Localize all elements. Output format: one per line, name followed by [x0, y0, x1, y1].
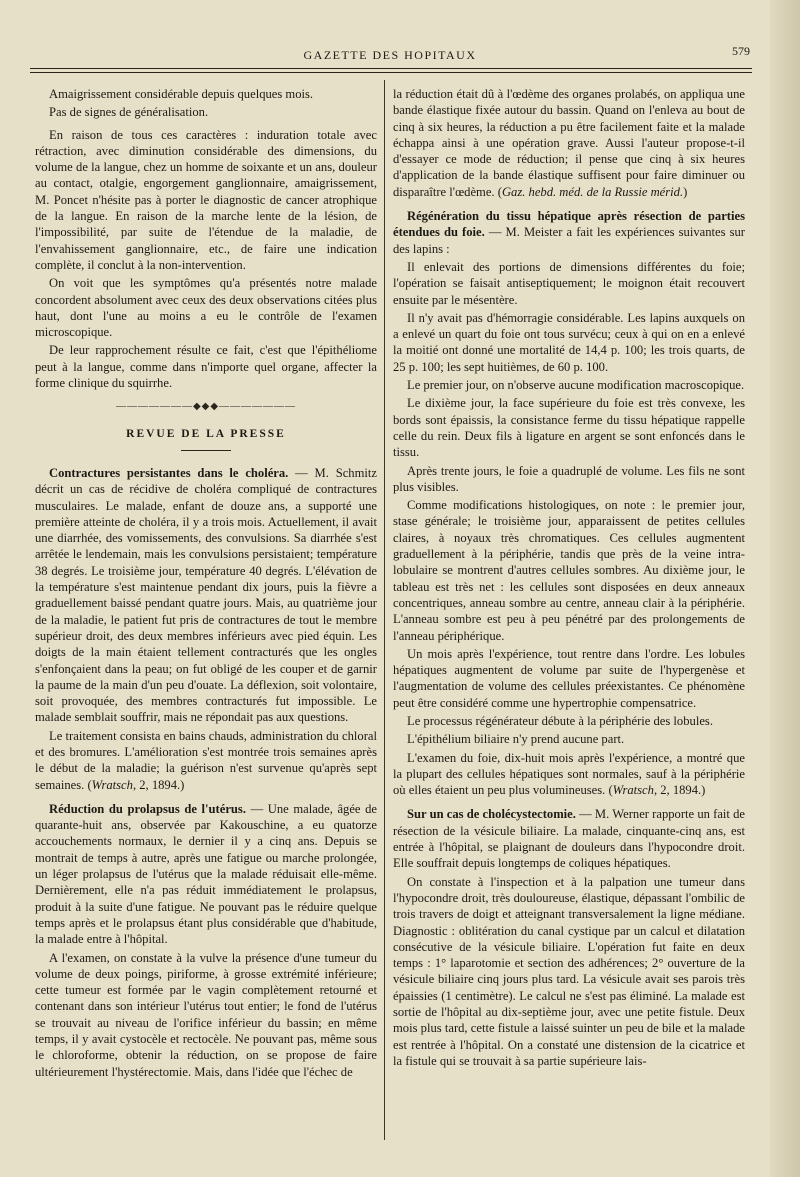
paragraph: On voit que les symptômes qu'a présentés notre malade concordent absolument avec ceux des deux observations citées plus haut, dont l'une au moins a eu le contrôle de l'examen microscopique. [35, 276, 377, 340]
page-header [30, 44, 750, 70]
article-text: — Une malade, âgée de quarante-huit ans, observée par Kakouschine, a eu quatorze accouchements normaux, le dernier il y a cinq ans. Depuis se montrait de temps à autre, après une fatigue ou marche prolongée, un léger prolapsus de l'utérus que la malade réduisait elle-même. Dernièrement, elle n'a pas réduit immédiatement le prolapsus, produit à la suite d'une fatigue. Ne pouvant pas le réduire quelque temps après et le prolapsus étant plus considérable que d'habitude, la malade entre à l'hôpital. [35, 801, 377, 947]
paragraph: De leur rapprochement résulte ce fait, c'est que l'épithéliome peut à la langue, comme dans n'importe quel organe, affecter la forme clinique du squirrhe. [35, 343, 377, 391]
page-edge [770, 0, 800, 1177]
article-paragraph: On constate à l'inspection et à la palpation une tumeur dans l'hypocondre droit, très douloureuse, élastique, dépassant l'ombilic de trois travers de doigt et atteignant transversalement la ligne médiane. Diagnostic : oblitération du canal cystique par un calcul et dilatation consécutive de la vésicule biliaire. L'opération fut faite en deux temps : 1° laparotomie et section des adhérences; 2° ouverture de la vésicule biliaire cinq jours plus tard. La vésicule avait ses parois très épaissies (1 centimètre). Le calcul ne s'est pas éliminé. La malade est sortie de l'hôpital au dix-septième jour, avec une petite fistule. Deux mois plus tard, cette fistule a laissé suinter un peu de bile et la malade est rentrée à l'hôpital. On a constaté une distension de la cicatrice et la fistule qui se trouvait à sa partie supérieure lais- [393, 874, 745, 1068]
article-paragraph [35, 465, 377, 726]
article-paragraph: Il n'y avait pas d'hémorragie considérable. Les lapins auxquels on a enlevé un quart du foie ont tous survécu; ceux à qui on en a enlevé la moitié ont donné une mortalité de 14,4 p. 100; les trois quarts, de 25 p. 100; les sept huitièmes, de 60 p. 100. [393, 310, 745, 374]
article-title: Réduction du prolapsus de l'utérus. [49, 801, 246, 816]
citation: Wratsch [91, 777, 133, 792]
article-paragraph: Après trente jours, le foie a quadruplé de volume. Les fils ne sont plus visibles. [393, 463, 745, 494]
section-ornament: ———————◆◆◆——————— [115, 401, 297, 413]
journal-title: GAZETTE DES HOPITAUX [303, 48, 477, 62]
article-text: — M. Meister a fait les expériences suivantes sur des lapins : [393, 225, 745, 256]
page-number: 579 [732, 44, 750, 58]
article-paragraph [393, 806, 745, 871]
article-paragraph [393, 208, 745, 257]
intro-line: Amaigrissement considérable depuis quelques mois. [49, 87, 314, 101]
article-title: Contractures persistantes dans le choléra. [49, 465, 289, 480]
article-cholecystectomie [393, 806, 745, 1069]
article-paragraph [35, 728, 377, 793]
article-contractures [35, 465, 377, 793]
citation-tail: ) [683, 184, 688, 199]
header-rule [30, 68, 752, 73]
article-paragraph: Le dixième jour, la face supérieure du foie est très convexe, les bords sont épaissis, la consistance ferme du tissu hépatique rappelle celle du rein. Deux fils à ligature en argent se sont enfoncés dans le tissu. [393, 396, 745, 460]
article-paragraph: Comme modifications histologiques, on note : le premier jour, stase générale; le troisième jour, apparaissent de petites cellules claires, à noyaux très chromatiques. Ces cellules augmentent graduellement à la périphérie, tandis que près de la veine intra-lobulaire se montrent d'autres cellules sombres. Au dixième jour, le tableau est très net : les cellules sont disposées en deux anneaux concentriques, anneau sombre au centre, anneau clair à la périphérie. L'anneau sombre est peu à peu pénétré par des prolongements de l'anneau périphérique. [393, 498, 745, 643]
section-title: REVUE DE LA PRESSE [126, 427, 286, 440]
article-paragraph [393, 750, 745, 799]
article-paragraph: Un mois après l'expérience, tout rentre dans l'ordre. Les lobules hépatiques augmentent de volume par suite de l'hypergenèse et l'augmentation de volume des cellules préexistantes. Ce phénomène peut être considéré comme une hypertrophie compensatrice. [393, 646, 745, 710]
article-regeneration [393, 208, 745, 798]
citation: Gaz. hebd. méd. de la Russie mérid. [501, 184, 684, 199]
citation-tail: , 2, 1894.) [653, 783, 706, 798]
column-divider [384, 80, 385, 1140]
article-text: — M. Schmitz décrit un cas de récidive de choléra compliqué de contractures musculaires. Le malade, enfant de douze ans, a supporté une première atteinte de choléra, il y a trois mois. Actuellement, il avait une diarrhée, des vomissements, des convulsions. Sa diarrhée s'est arrêtée le lendemain, mais les convulsions persistaient; température 38 degrés. Le troisième jour, température 40 degrés. L'élévation de la température s'est maintenue pendant dix jours, puis la fièvre a graduellement baissé pendant quatre jours. Mais, au quatrième jour de la maladie, le patient fut pris de contractures de tout le membre supérieur droit, des deux membres inférieurs avec pied équin. Les doigts de la main étaient tellement contracturés que les ongles s'enfonçaient dans la peau; on fut obligé de les couper et de garnir la paume de la main d'un peu d'ouate. La déflexion, soit volontaire, soit provoquée, des membres contracturés fut impossible. Le malade semblait souffrir, mais ne répondait pas aux questions. [35, 465, 377, 725]
left-column [35, 86, 377, 1082]
article-paragraph: Le processus régénérateur débute à la périphérie des lobules. [407, 713, 713, 728]
citation: Wratsch [612, 783, 654, 798]
article-paragraph [35, 801, 377, 948]
article-text: Le traitement consista en bains chauds, administration du chloral et des bromures. L'amélioration s'est montrée trois semaines après le début de la maladie; la guérison n'est survenue qu'après sept semaines. ( [35, 728, 377, 792]
article-text: la réduction était dû à l'œdème des organes prolabés, on appliqua une bande élastique fixée autour du bassin. Quand on l'enleva au bout de cinq à six heures, la réduction a pu être facilement faite et la malade échappa ainsi à une opération grave. Aussi l'auteur propose-t-il d'essayer ce mode de réduction; il pense que cinq à six heures d'application de la bande élastique suffisent pour faire diminuer ou disparaître l'œdème. ( [393, 87, 745, 199]
section-rule [181, 450, 231, 451]
right-column [393, 86, 745, 1071]
article-paragraph: L'épithélium biliaire n'y prend aucune part. [407, 732, 625, 747]
article-paragraph: Il enlevait des portions de dimensions différentes du foie; l'opération se faisait antiseptiquement; le moignon était recouvert ensuite par le mésentère. [393, 259, 745, 307]
article-paragraph: A l'examen, on constate à la vulve la présence d'une tumeur du volume de deux poings, piriforme, à grosse extrémité inférieure; cette tumeur est formée par le vagin complètement retourné et contenant dans son intérieur l'utérus tout entier; le fond de l'utérus se trouvait au niveau de l'orifice inférieur du bassin; en même temps, il y avait cystocèle et rectocèle. Ne pouvant pas, même sous le chloroforme, obtenir la réduction, on se propose de faire ultérieurement l'hystérectomie. Mais, dans l'idée que l'échec de [35, 950, 377, 1079]
intro-line: Pas de signes de généralisation. [49, 105, 209, 120]
article-prolapsus [35, 801, 377, 1080]
paragraph: En raison de tous ces caractères : induration totale avec rétraction, avec diminution considérable des dimensions, du volume de la langue, chez un homme de soixante et un ans, douleur au contact, otalgie, engorgement ganglionnaire, amaigrissement, M. Poncet n'hésite pas à porter le diagnostic de cancer atrophique de la langue. En raison de la marche lente de la lésion, de l'impossibilité, par suite de l'étendue de la maladie, de l'envahissement ganglionnaire, etc., de faire une indication complète, il conclut à la non-intervention. [35, 127, 377, 272]
article-title: Régénération du tissu hépatique après résection de parties étendues du foie. [393, 209, 745, 240]
article-continuation [393, 86, 745, 200]
article-paragraph: Le premier jour, on n'observe aucune modification macroscopique. [407, 378, 745, 393]
citation-tail: , 2, 1894.) [132, 777, 185, 792]
article-text: — M. Werner rapporte un fait de résection de la vésicule biliaire. La malade, cinquante-cinq ans, est entrée à l'hôpital, se plaignant de douleurs dans l'hypocondre droit. Elle souffrait depuis longtemps de coliques hépatiques. [393, 807, 745, 871]
article-text: L'examen du foie, dix-huit mois après l'expérience, a montré que la plupart des cellules hépatiques sont normales, sauf à la périphérie où elles étaient un peu plus volumineuses. ( [393, 750, 745, 798]
article-title: Sur un cas de cholécystectomie. [407, 807, 576, 822]
